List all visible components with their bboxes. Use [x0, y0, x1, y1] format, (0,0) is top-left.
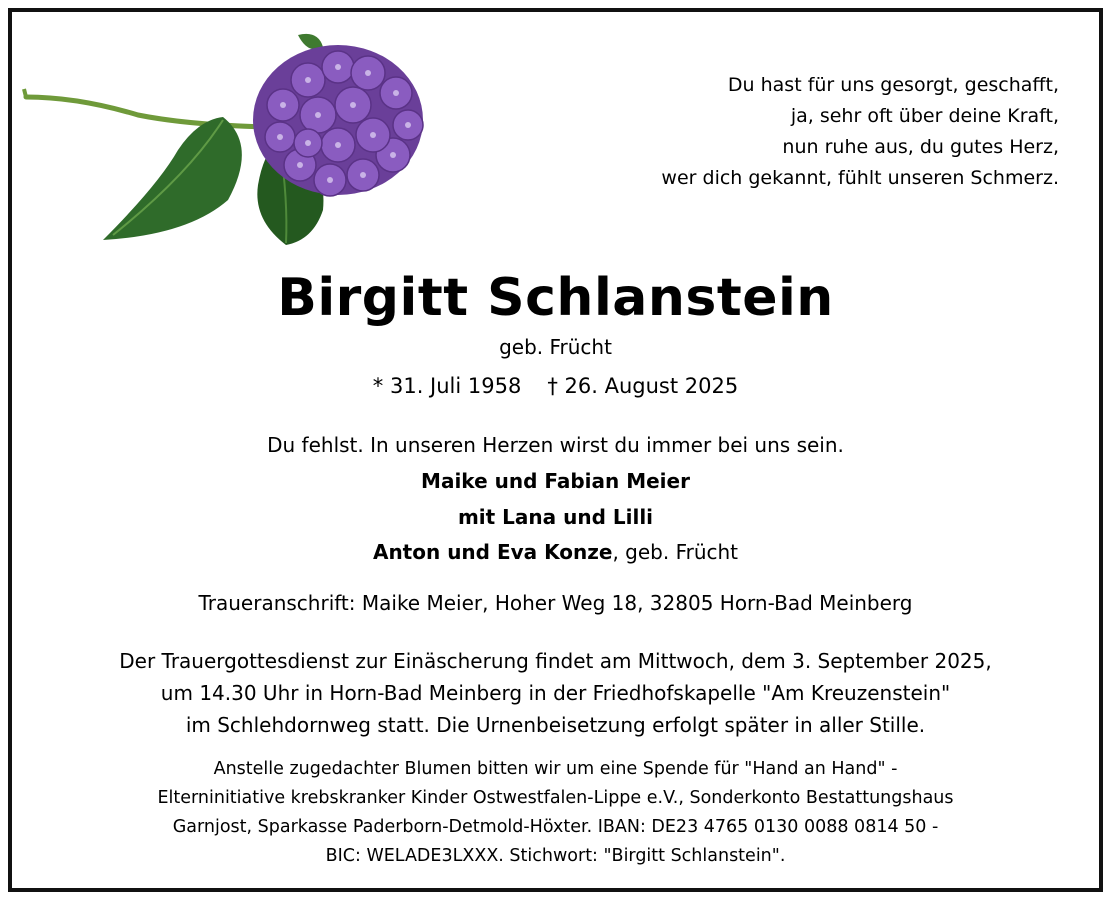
service-line: Der Trauergottesdienst zur Einäscherung findet am Mittwoch, dem 3. September 2025, [119, 649, 992, 673]
family-name: Anton und Eva Konze [372, 540, 613, 564]
poem-line: Du hast für uns gesorgt, geschafft, [727, 74, 1059, 96]
mourning-address: Traueranschrift: Maike Meier, Hoher Weg 18, 32805 Horn-Bad Meinberg [198, 591, 913, 615]
donation-line: Elterninitiative krebskranker Kinder Ostwestfalen-Lippe e.V., Sonderkonto Bestattungshaus [157, 788, 954, 808]
farewell-line: Du fehlst. In unseren Herzen wirst du immer bei uns sein. [267, 433, 844, 457]
service-info [0, 645, 1111, 741]
birth-date: * 31. Juli 1958 [372, 374, 522, 398]
death-date: † 26. August 2025 [547, 374, 739, 398]
poem-line: wer dich gekannt, fühlt unseren Schmerz. [661, 167, 1059, 189]
poem-line: ja, sehr oft über deine Kraft, [790, 105, 1059, 127]
family-line: Maike und Fabian Meier [421, 469, 690, 493]
donation-info [0, 755, 1111, 871]
family-maiden: , geb. Frücht [612, 540, 739, 564]
life-dates [0, 374, 1111, 398]
hydrangea-flower-icon [18, 25, 428, 255]
maiden-name: geb. Frücht [499, 335, 612, 359]
service-line: im Schlehdornweg statt. Die Urnenbeisetzung erfolgt später in aller Stille. [185, 713, 926, 737]
donation-line: BIC: WELADE3LXXX. Stichwort: "Birgitt Schlanstein". [325, 846, 786, 866]
donation-line: Anstelle zugedachter Blumen bitten wir um eine Spende für "Hand an Hand" - [213, 759, 898, 779]
donation-line: Garnjost, Sparkasse Paderborn-Detmold-Höxter. IBAN: DE23 4765 0130 0088 0814 50 - [172, 817, 939, 837]
poem-line: nun ruhe aus, du gutes Herz, [782, 136, 1059, 158]
family-line: mit Lana und Lilli [457, 505, 654, 529]
family-line [0, 540, 1111, 564]
poem [661, 70, 1059, 194]
deceased-name: Birgitt Schlanstein [277, 268, 834, 328]
service-line: um 14.30 Uhr in Horn-Bad Meinberg in der Friedhofskapelle "Am Kreuzenstein" [160, 681, 951, 705]
